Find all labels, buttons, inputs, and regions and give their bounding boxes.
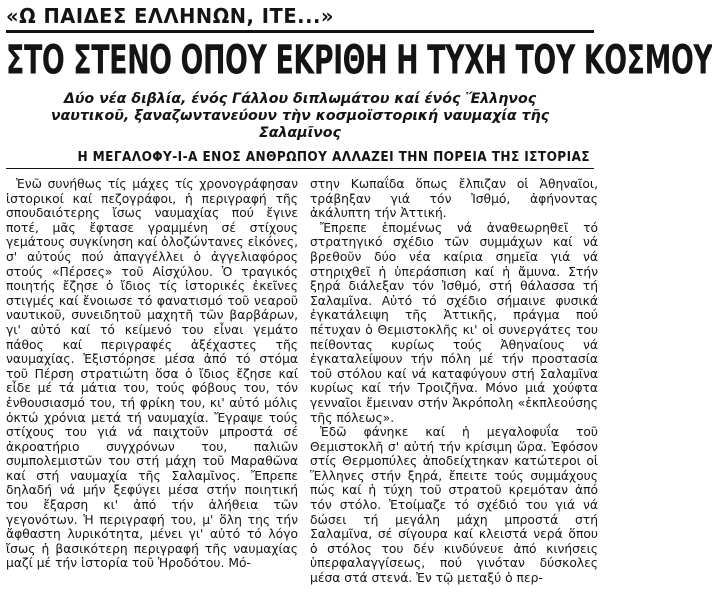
article-body xyxy=(6,177,598,586)
kicker-rule xyxy=(6,30,594,33)
body-paragraph: Ἐδῶ φάνηκε καί ἡ μεγαλοφυΐα τοῦ Θεμιστοκλῆ σ' αὐτή τήν κρίσιμη ὥρα. Ἐφόσον στίς Θερμοπύλες ἀποδείχτηκαν κατώτεροι οἱ Ἕλληνες στήν ξηρά, ἔπειτε τούς συμμάχους πώς καί ἡ τύχη τοῦ στρατοῦ κρεμόταν ἀπό τόν στόλο. Ἑτοίμαζε τό σχέδιό του γιά νά δώσει τή μεγάλη μάχη μπροστά στή Σαλαμῖνα, σέ σίγουρα καί κλειστά νερά ὅπου ὁ στόλος του δέν κινδύνευε ἀπό κινήσεις ὑπερφαλαγγίσεως, πού γινόταν δύσκολες μέσα στά στενά. Ἐν τῷ μεταξύ ὁ περ- xyxy=(310,425,598,586)
body-paragraph: στην Κωπαΐδα ὅπως ἔλπιζαν οἱ Ἀθηναῖοι, τράβηξαν γιά τόν Ἰσθμό, ἀφήνοντας ἀκάλυπτη τήν Ἀττική. xyxy=(310,177,598,221)
article-subhead: Η ΜΕΓΑΛΟΦΥ-Ι-Α ΕΝΟΣ ΑΝΘΡΩΠΟΥ ΑΛΛΑΖΕΙ ΤΗΝ ΠΟΡΕΙΑ ΤΗΣ ΙΣΤΟΡΙΑΣ xyxy=(77,149,590,165)
article-headline: ΣΤΟ ΣΤΕΝΟ ΟΠΟΥ ΕΚΡΙΘΗ Η ΤΥΧΗ ΤΟΥ ΚΟΣΜΟΥ xyxy=(6,37,712,85)
left-column xyxy=(6,177,304,586)
right-column xyxy=(304,177,598,586)
subhead-rule xyxy=(6,168,594,169)
article-kicker: «Ω ΠΑΙΔΕΣ ΕΛΛΗΝΩΝ, ΙΤΕ...» xyxy=(6,4,335,28)
body-paragraph: Ἔπρεπε ἑπομένως νά ἀναθεωρηθεῖ τό στρατηγικό σχέδιο τῶν συμμάχων καί νά βρεθοῦν δύο νέα καίρια σημεῖα γιά νά στηριχθεῖ ἡ ὑπεράσπιση καί ἡ ἄμυνα. Στήν ξηρά διάλεξαν τόν Ἰσθμό, στή θάλασσα τή Σαλαμῖνα. Αὐτό τό σχέδιο σήμαινε φυσικά ἐγκατάλειψη τῆς Ἀττικῆς, πράγμα πού πέτυχαν ὁ Θεμιστοκλῆς κι' οἱ συνεργάτες του πείθοντας κυρίως τούς Ἀθηναίους νά ἐγκαταλείψουν τήν πόλη μέ τήν προστασία τοῦ στόλου καί νά καταφύγουν στή Σαλαμῖνα κυρίως καί τήν Τροιζῆνα. Μόνο μιά χούφτα γενναῖοι ἔμειναν στήν Ἀκρόπολη «ἐκπλεούσης τῆς πόλεως». xyxy=(310,220,598,425)
body-paragraph: Ἐνῶ συνήθως τίς μάχες τίς χρονογράφησαν ἱστορικοί καί πεζογράφοι, ἡ περιγραφή τῆς σπουδαιότερης ἴσως ναυμαχίας πού ἔγινε ποτέ, μᾶς ἔφτασε γραμμένη σέ στίχους γεμάτους συγκίνηση καί ὁλοζώντανες εἰκόνες, σ' αὐτούς πού ἀπαγγέλλει ὁ ἀγγελιαφόρος στούς «Πέρσες» τοῦ Αἰσχύλου. Ὁ τραγικός ποιητής ἔζησε ὁ ἴδιος τίς ἱστορικές ἐκεῖνες στιγμές καί ἔνοιωσε τό φανατισμό τοῦ νεαροῦ ναυτικοῦ, συνειδητοῦ μαχητῆ τῶν βαρβάρων, γι' αὐτό καί τό κείμενό του εἶναι γεμάτο πάθος καί περιγραφές ἀξέχαστες τῆς ναυμαχίας. Ἐξιστόρησε μέσα ἀπό τό στόμα τοῦ Πέρση στρατιώτη ὅσα ὁ ἴδιος ἔζησε καί εἶδε μέ τά μάτια του, τούς φόβους του, τόν ἐνθουσιασμό του, τή φρίκη του, κι' αὐτό μόλις ὀκτώ χρόνια μετά τή ναυμαχία. Ἔγραψε τούς στίχους του γιά νά παιχτοῦν μπροστά σέ ἀκροατήριο συγχρόνων του, παλιῶν συμπολεμιστῶν του στή μάχη τοῦ Μαραθῶνα καί στή ναυμαχία τῆς Σαλαμῖνος. Ἔπρεπε δηλαδή νά μήν ξεφύγει μέσα στήν ποιητική του ἔξαρση κι' ἀπό τήν ἀλήθεια τῶν γεγονότων. Ἡ περιγραφή του, μ' ὅλη της τήν ἄφθαστη λυρικότητα, μένει γι' αὐτό τό λόγο ἴσως ἡ βασικότερη περιγραφή τῆς ναυμαχίας μαζί μέ τήν ἱστορία τοῦ Ἡροδότου. Μό- xyxy=(6,177,298,571)
article-deck: Δύο νέα διβλία, ένός Γάλλου διπλωμάτου καί ένός Ἕλληνος ναυτικοῦ, ξαναζωντανεύουν τὴν κοσμοϊστορική ναυμαχία τῆς Σαλαμῖνος xyxy=(50,91,550,141)
